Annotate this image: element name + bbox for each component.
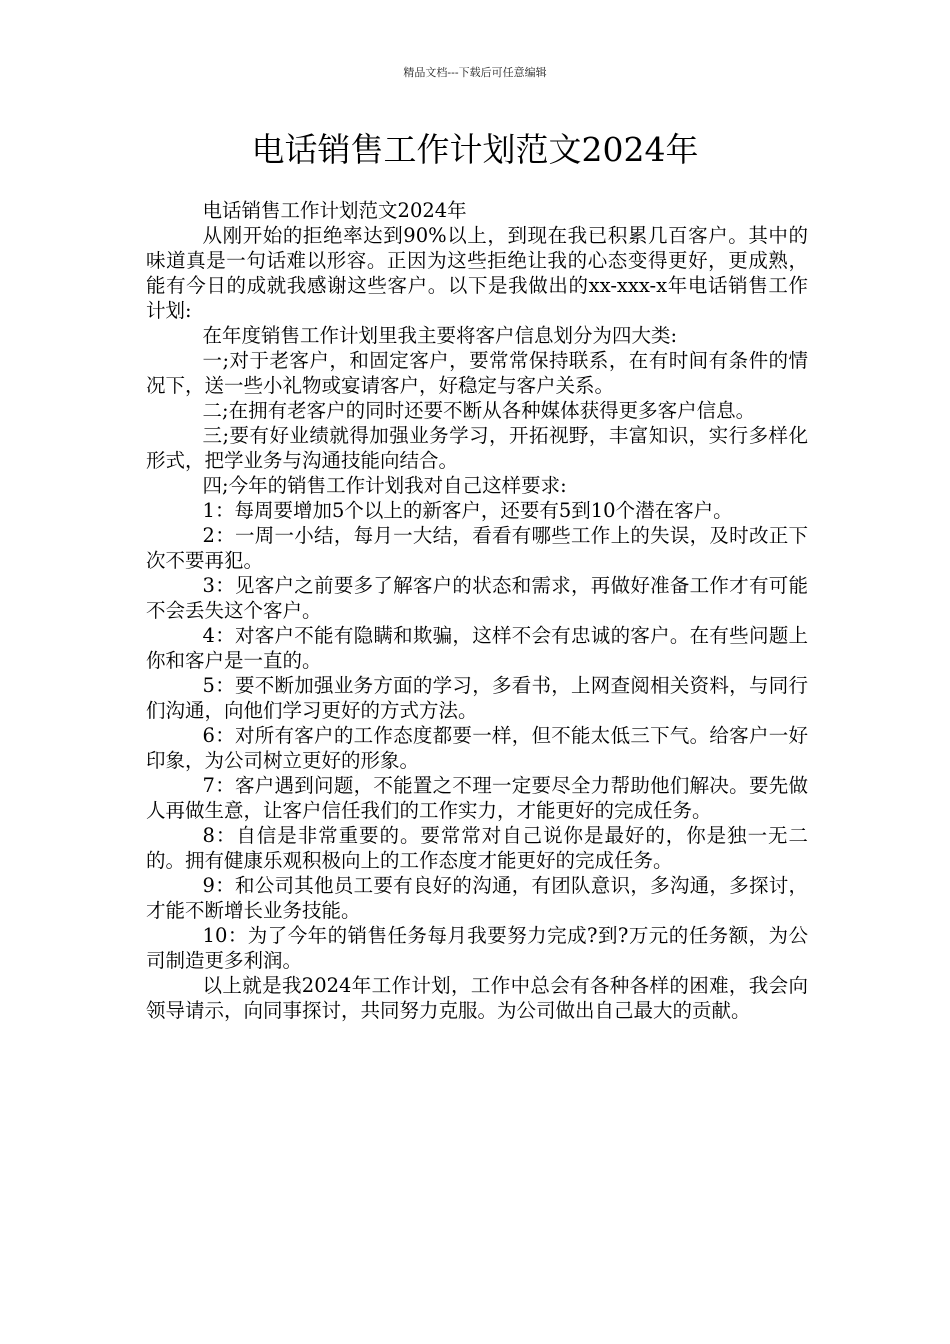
- paragraph: 四;今年的销售工作计划我对自己这样要求:: [202, 474, 567, 497]
- page-header: 精品文档---下载后可任意编辑: [403, 66, 547, 79]
- paragraph: 10：为了今年的销售任务每月我要努力完成?到?万元的任务额，为公司制造更多利润。: [146, 924, 808, 972]
- paragraph: 从刚开始的拒绝率达到90%以上，到现在我已积累几百客户。其中的味道真是一句话难以形容。正因为这些拒绝让我的心态变得更好，更成熟，能有今日的成就我感谢这些客户。以下是我做出的xx-xxx-x年电话销售工作计划:: [146, 224, 808, 322]
- paragraph: 二;在拥有老客户的同时还要不断从各种媒体获得更多客户信息。: [202, 399, 756, 422]
- document-body: [146, 198, 808, 1023]
- paragraph: 1：每周要增加5个以上的新客户，还要有5到10个潜在客户。: [202, 499, 733, 522]
- paragraph: 3：见客户之前要多了解客户的状态和需求，再做好准备工作才有可能不会丢失这个客户。: [146, 574, 808, 622]
- paragraph: 在年度销售工作计划里我主要将客户信息划分为四大类:: [202, 324, 678, 347]
- paragraph: 2：一周一小结，每月一大结，看看有哪些工作上的失误，及时改正下次不要再犯。: [146, 524, 808, 572]
- paragraph: 6：对所有客户的工作态度都要一样，但不能太低三下气。给客户一好印象，为公司树立更好的形象。: [146, 724, 808, 772]
- paragraph: 电话销售工作计划范文2024年: [202, 199, 467, 222]
- paragraph: 一;对于老客户，和固定客户，要常常保持联系，在有时间有条件的情况下，送一些小礼物或宴请客户，好稳定与客户关系。: [146, 349, 808, 397]
- paragraph: 8：自信是非常重要的。要常常对自己说你是最好的，你是独一无二的。拥有健康乐观积极向上的工作态度才能更好的完成任务。: [146, 824, 808, 872]
- document-title: 电话销售工作计划范文2024年: [251, 130, 699, 169]
- paragraph: 5：要不断加强业务方面的学习，多看书，上网查阅相关资料，与同行们沟通，向他们学习更好的方式方法。: [146, 674, 808, 722]
- paragraph: 4：对客户不能有隐瞒和欺骗，这样不会有忠诚的客户。在有些问题上你和客户是一直的。: [146, 624, 808, 672]
- paragraph: 9：和公司其他员工要有良好的沟通，有团队意识，多沟通，多探讨，才能不断增长业务技能。: [146, 874, 808, 922]
- paragraph: 以上就是我2024年工作计划，工作中总会有各种各样的困难，我会向领导请示，向同事探讨，共同努力克服。为公司做出自己最大的贡献。: [146, 974, 808, 1022]
- paragraph: 三;要有好业绩就得加强业务学习，开拓视野，丰富知识，实行多样化形式，把学业务与沟通技能向结合。: [146, 424, 808, 472]
- paragraph: 7：客户遇到问题，不能置之不理一定要尽全力帮助他们解决。要先做人再做生意，让客户信任我们的工作实力，才能更好的完成任务。: [146, 774, 808, 822]
